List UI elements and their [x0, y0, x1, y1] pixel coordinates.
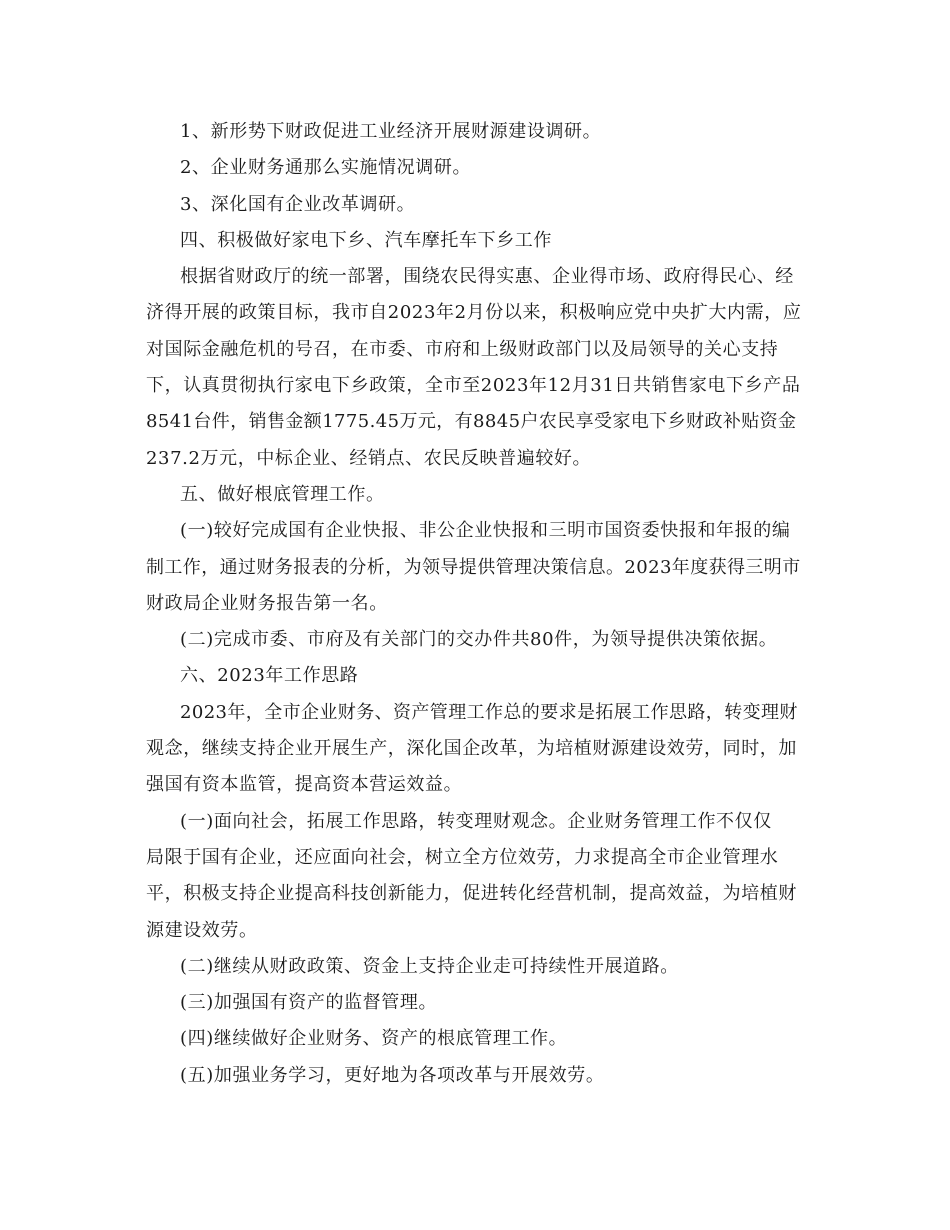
- paragraph-line: 济得开展的政策目标，我市自2023年2月份以来，积极响应党中央扩大内需，应: [146, 302, 802, 324]
- paragraph-line: 源建设效劳。: [146, 919, 258, 941]
- section-heading-5: 五、做好根底管理工作。: [180, 483, 385, 505]
- paragraph-line: 2023年，全市企业财务、资产管理工作总的要求是拓展工作思路，转变理财: [180, 701, 798, 723]
- list-item-plan-4: (四)继续做好企业财务、资产的根底管理工作。: [180, 1028, 568, 1050]
- paragraph-line: 制工作，通过财务报表的分析，为领导提供管理决策信息。2023年度获得三明市: [146, 556, 801, 578]
- paragraph-line: 观念，继续支持企业开展生产，深化国企改革，为培植财源建设效劳，同时，加: [146, 738, 797, 760]
- paragraph-line: 财政局企业财务报告第一名。: [146, 592, 388, 614]
- list-item-plan-2: (二)继续从财政政策、资金上支持企业走可持续性开展道路。: [180, 955, 679, 977]
- paragraph-line: 平，积极支持企业提高科技创新能力，促进转化经营机制，提高效益，为培植财: [146, 883, 797, 905]
- paragraph-line: 237.2万元，中标企业、经销点、农民反映普遍较好。: [146, 447, 592, 469]
- list-item-plan-5: (五)加强业务学习，更好地为各项改革与开展效劳。: [180, 1064, 605, 1086]
- paragraph-line: 下，认真贯彻执行家电下乡政策，全市至2023年12月31日共销售家电下乡产品: [146, 375, 801, 397]
- list-item-research-2: 2、企业财务通那么实施情况调研。: [180, 157, 472, 179]
- paragraph-line: 8541台件，销售金额1775.45万元，有8845户农民享受家电下乡财政补贴资金: [146, 411, 797, 433]
- section-heading-4: 四、积极做好家电下乡、汽车摩托车下乡工作: [180, 229, 552, 251]
- list-item-research-3: 3、深化国有企业改革调研。: [180, 193, 416, 215]
- paragraph-line: 对国际金融危机的号召，在市委、市府和上级财政部门以及局领导的关心支持: [146, 338, 779, 360]
- section-heading-6: 六、2023年工作思路: [180, 665, 359, 687]
- paragraph-line: (一)面向社会，拓展工作思路，转变理财观念。企业财务管理工作不仅仅: [180, 810, 772, 832]
- paragraph-line: 强国有资本监管，提高资本营运效益。: [146, 774, 463, 796]
- paragraph-line: 根据省财政厅的统一部署，围绕农民得实惠、企业得市场、政府得民心、经: [180, 266, 794, 288]
- list-item-research-1: 1、新形势下财政促进工业经济开展财源建设调研。: [180, 121, 602, 142]
- paragraph-line: (一)较好完成国有企业快报、非公企业快报和三明市国资委快报和年报的编: [180, 520, 791, 542]
- paragraph-line: (二)完成市委、市府及有关部门的交办件共80件，为领导提供决策依据。: [180, 629, 778, 651]
- paragraph-line: 局限于国有企业，还应面向社会，树立全方位效劳，力求提高全市企业管理水: [146, 846, 779, 868]
- list-item-plan-3: (三)加强国有资产的监督管理。: [180, 992, 438, 1014]
